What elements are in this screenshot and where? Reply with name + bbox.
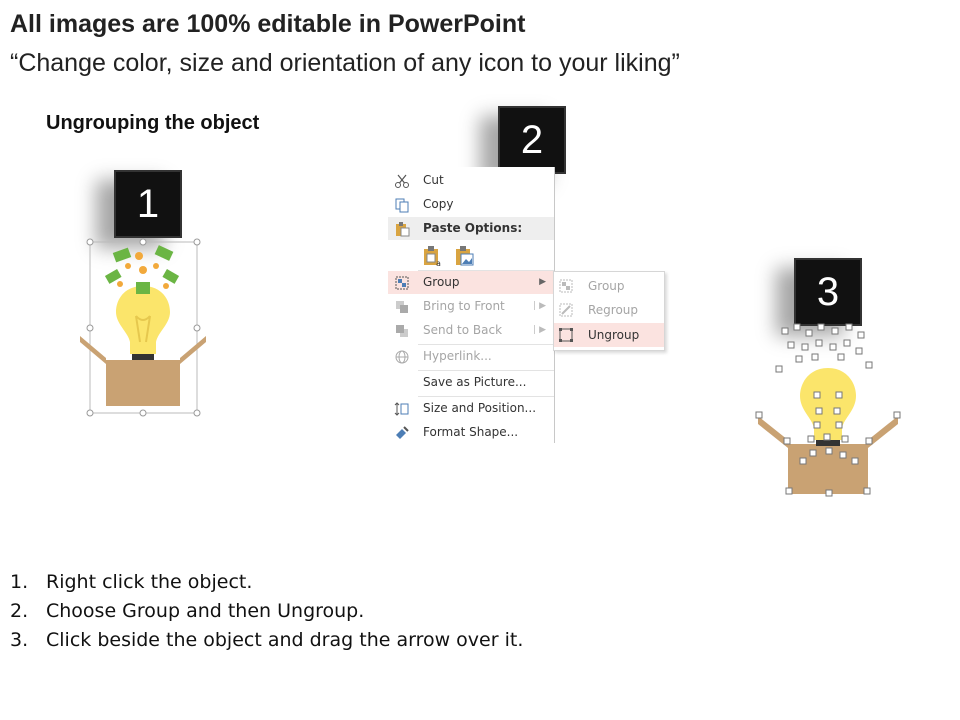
menu-paste-options-header <box>388 217 554 240</box>
menu-item-hyperlink[interactable] <box>388 345 554 368</box>
page-heading: All images are 100% editable in PowerPoint <box>10 10 526 38</box>
instructions-list <box>10 568 523 655</box>
menu-item-bring-to-front[interactable] <box>388 295 554 318</box>
regroup-icon <box>558 302 574 318</box>
menu-item-label: Copy <box>423 197 454 211</box>
menu-item-cut[interactable] <box>388 169 554 192</box>
menu-item-label: Send to Back <box>423 323 503 337</box>
list-item-text: Choose Group and then Ungroup. <box>46 600 365 622</box>
list-item-number: 1. <box>10 571 29 593</box>
menu-item-format-shape[interactable] <box>388 421 554 444</box>
scissors-icon <box>394 173 410 189</box>
section-title: Ungrouping the object <box>46 112 260 134</box>
group-icon <box>558 278 574 294</box>
list-item-text: Right click the object. <box>46 571 253 593</box>
list-item-number: 3. <box>10 629 29 651</box>
list-item-number: 2. <box>10 600 29 622</box>
submenu-item-regroup[interactable] <box>554 298 664 322</box>
copy-icon <box>394 197 410 213</box>
submenu-item-ungroup[interactable] <box>554 323 664 347</box>
menu-item-save-as-picture[interactable] <box>388 371 554 394</box>
paste-options-row <box>418 243 554 269</box>
paste-icon <box>394 221 410 237</box>
submenu-item-label: Group <box>588 279 625 293</box>
menu-item-group[interactable] <box>388 271 554 294</box>
menu-item-label: Group <box>423 275 460 289</box>
menu-item-label: Paste Options: <box>423 221 523 235</box>
hyperlink-icon <box>394 349 410 365</box>
menu-item-label: Save as Picture... <box>423 375 527 389</box>
list-item <box>10 626 523 655</box>
submenu-arrow-icon: ▶ <box>539 277 546 287</box>
paste-picture-icon[interactable] <box>453 245 475 267</box>
menu-item-size-position[interactable] <box>388 397 554 420</box>
submenu-arrow-icon: | ▶ <box>533 325 546 335</box>
paste-destination-theme-icon[interactable] <box>421 245 443 267</box>
menu-item-label: Size and Position... <box>423 401 537 415</box>
lightbulb-icon <box>116 282 170 360</box>
ungroup-icon <box>558 327 574 343</box>
list-item-text: Click beside the object and drag the arrow over it. <box>46 629 524 651</box>
submenu-arrow-icon: | ▶ <box>533 301 546 311</box>
size-position-icon <box>394 401 410 417</box>
step-badge-1: 1 <box>114 170 182 238</box>
bulb-box-object[interactable] <box>76 236 212 422</box>
page-subheading: “Change color, size and orientation of any icon to your liking” <box>10 49 680 77</box>
submenu-item-label: Ungroup <box>588 328 640 342</box>
menu-item-label: Hyperlink... <box>423 349 492 363</box>
list-item <box>10 568 523 597</box>
list-item <box>10 597 523 626</box>
group-icon <box>394 275 410 291</box>
submenu-item-group[interactable] <box>554 274 664 298</box>
bring-front-icon <box>394 299 410 315</box>
ungrouped-bulb-object[interactable] <box>752 322 904 500</box>
step-badge-2: 2 <box>498 106 566 174</box>
menu-item-label: Cut <box>423 173 444 187</box>
step-badge-3: 3 <box>794 258 862 326</box>
menu-item-send-to-back[interactable] <box>388 319 554 342</box>
send-back-icon <box>394 323 410 339</box>
svg-text:a: a <box>436 259 441 267</box>
context-menu <box>388 167 555 443</box>
group-submenu <box>553 271 665 351</box>
menu-item-label: Bring to Front <box>423 299 505 313</box>
submenu-item-label: Regroup <box>588 303 639 317</box>
menu-item-copy[interactable] <box>388 193 554 216</box>
format-shape-icon <box>394 425 410 441</box>
menu-item-label: Format Shape... <box>423 425 519 439</box>
